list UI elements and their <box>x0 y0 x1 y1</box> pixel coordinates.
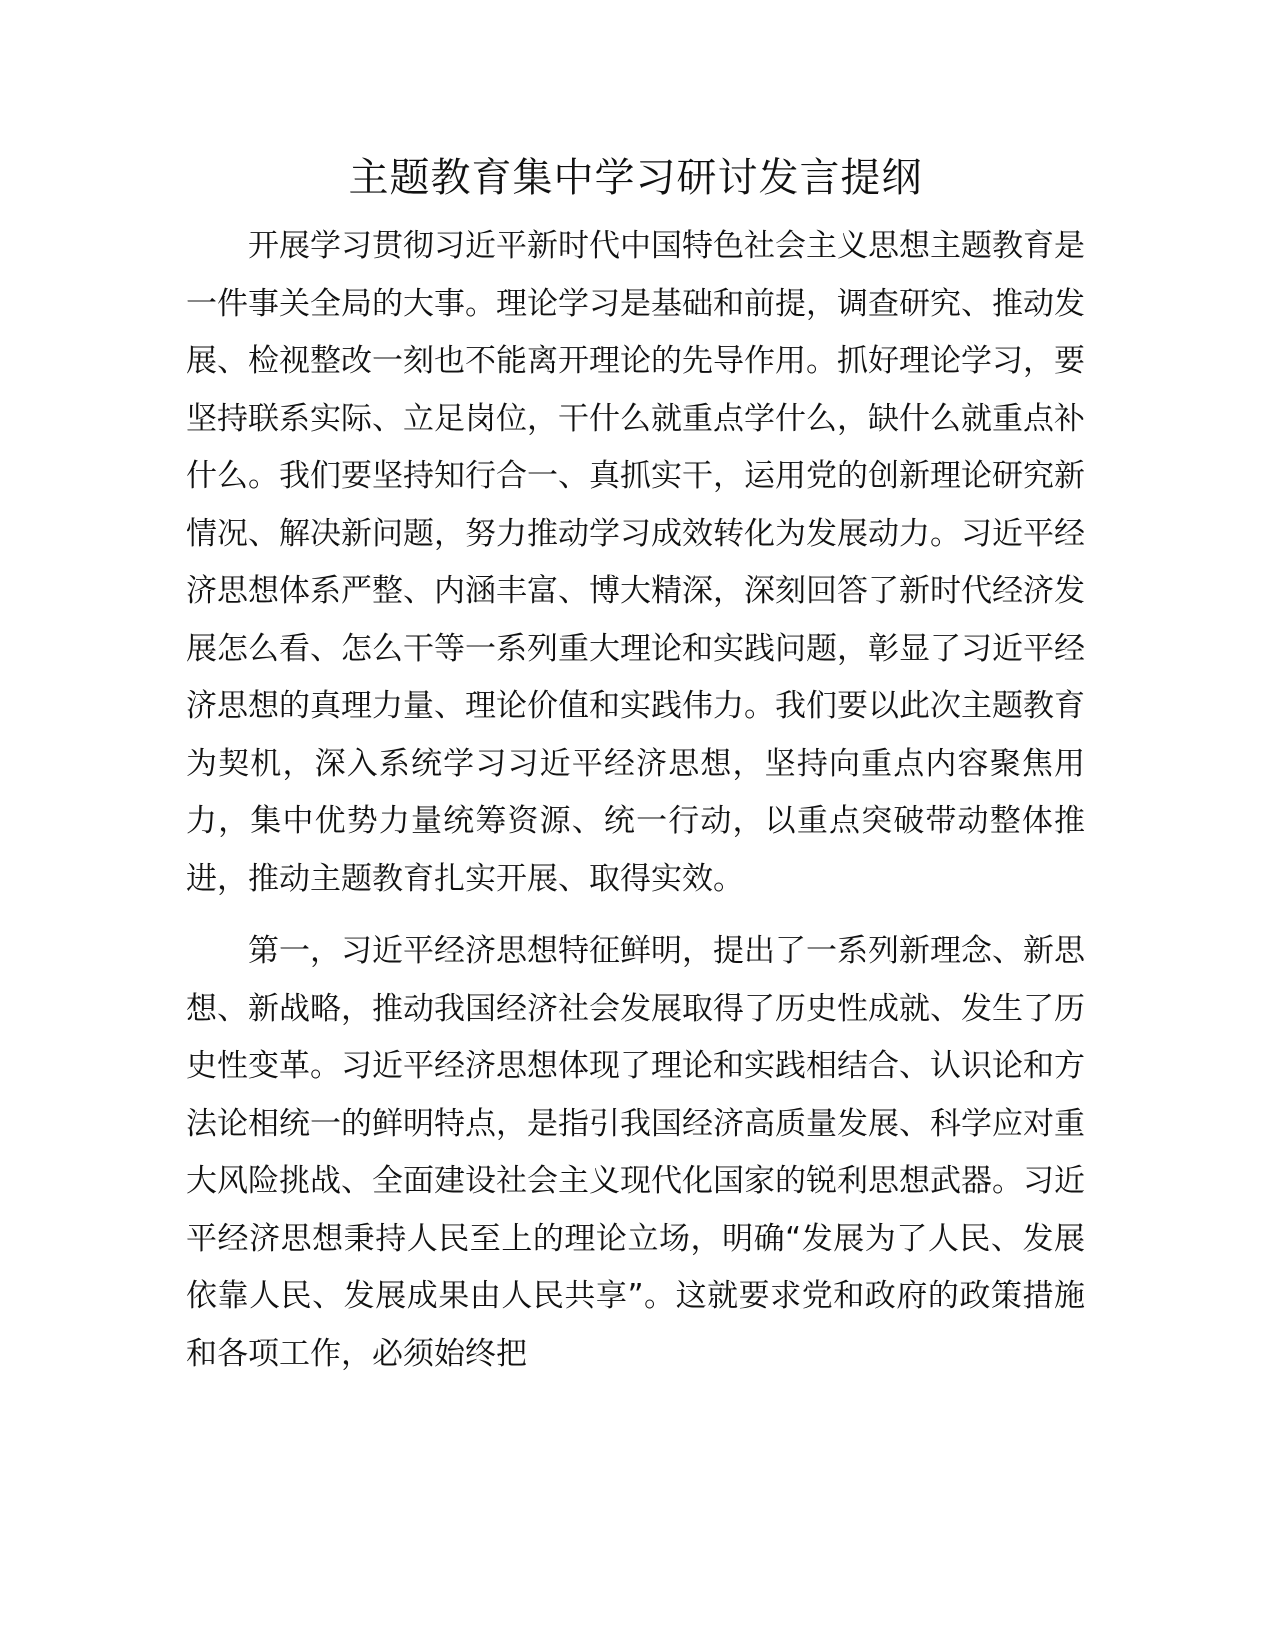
body-paragraph-2: 第一，习近平经济思想特征鲜明，提出了一系列新理念、新思想、新战略，推动我国经济社会发展取得了历史性成就、发生了历史性变革。习近平经济思想体现了理论和实践相结合、认识论和方法论相统一的鲜明特点，是指引我国经济高质量发展、科学应对重大风险挑战、全面建设社会主义现代化国家的锐利思想武器。习近平经济思想秉持人民至上的理论立场，明确“发展为了人民、发展依靠人民、发展成果由人民共享”。这就要求党和政府的政策措施和各项工作，必须始终把 <box>186 933 1085 1372</box>
document-title: 主题教育集中学习研讨发言提纲 <box>348 155 923 201</box>
body-paragraph-1: 开展学习贯彻习近平新时代中国特色社会主义思想主题教育是一件事关全局的大事。理论学习是基础和前提，调查研究、推动发展、检视整改一刻也不能离开理论的先导作用。抓好理论学习，要坚持联系实际、立足岗位，干什么就重点学什么，缺什么就重点补什么。我们要坚持知行合一、真抓实干，运用党的创新理论研究新情况、解决新问题，努力推动学习成效转化为发展动力。习近平经济思想体系严整、内涵丰富、博大精深，深刻回答了新时代经济发展怎么看、怎么干等一系列重大理论和实践问题，彰显了习近平经济思想的真理力量、理论价值和实践伟力。我们要以此次主题教育为契机，深入系统学习习近平经济思想，坚持向重点内容聚焦用力，集中优势力量统筹资源、统一行动，以重点突破带动整体推进，推动主题教育扎实开展、取得实效。 <box>186 228 1085 897</box>
